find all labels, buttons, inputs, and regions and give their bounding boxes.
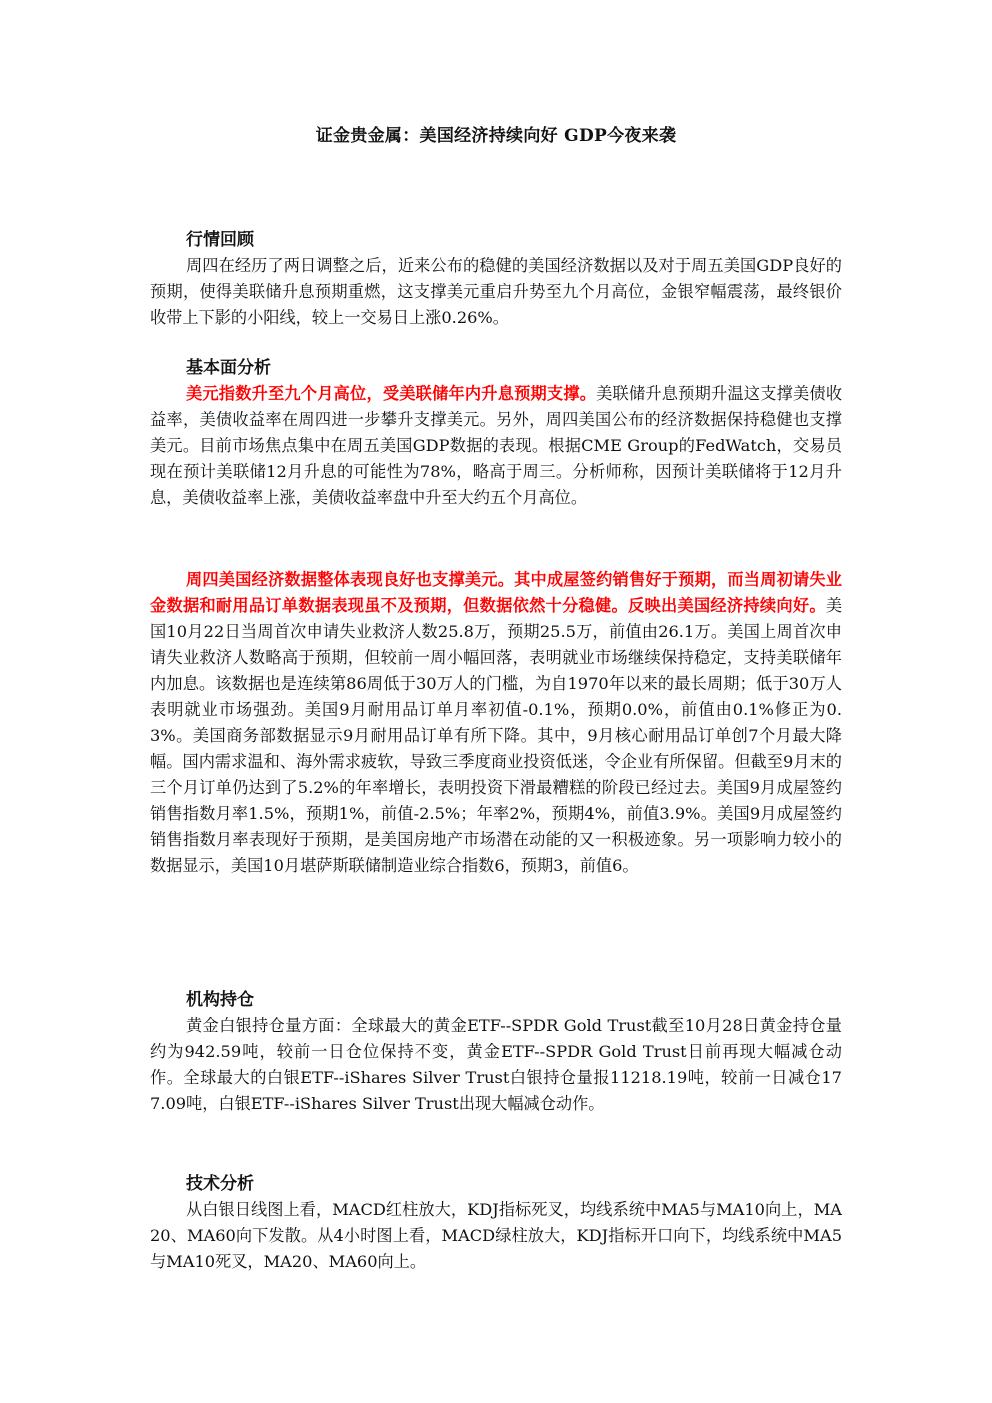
section-technical-analysis <box>150 1171 842 1275</box>
highlight-economic-data: 周四美国经济数据整体表现良好也支撑美元。其中成屋签约销售好于预期，而当周初请失业金数据和耐用品订单数据表现虽不及预期，但数据依然十分稳健。反映出美国经济持续向好。 <box>150 570 842 615</box>
section-heading-technical-analysis: 技术分析 <box>186 1174 254 1194</box>
highlight-dollar-index: 美元指数升至九个月高位，受美联储年内升息预期支撑。 <box>186 384 597 403</box>
paragraph-fundamental-analysis <box>150 381 842 511</box>
section-heading-fundamental-analysis: 基本面分析 <box>186 358 271 378</box>
section-heading-institutional-holdings: 机构持仓 <box>186 990 254 1010</box>
section-heading-market-review: 行情回顾 <box>186 230 254 250</box>
paragraph-economic-body: 美国10月22日当周首次申请失业救济人数25.8万，预期25.5万，前值由26.1万。美国上周首次申请失业救济人数略高于预期，但较前一周小幅回落，表明就业市场继续保持稳定，支持美联储年内加息。该数据也是连续第86周低于30万人的门槛，为自1970年以来的最长周期；低于30万人表明就业市场强劲。美国9月耐用品订单月率初值-0.1%，预期0.0%，前值由0.1%修正为0.3%。美国商务部数据显示9月耐用品订单有所下降。其中，9月核心耐用品订单创7个月最大降幅。国内需求温和、海外需求疲软，导致三季度商业投资低迷，令企业有所保留。但截至9月末的三个月订单仍达到了5.2%的年率增长，表明投资下滑最糟糕的阶段已经过去。美国9月成屋签约销售指数月率1.5%，预期1%，前值-2.5%；年率2%，预期4%，前值3.9%。美国9月成屋签约销售指数月率表现好于预期，是美国房地产市场潜在动能的又一积极迹象。另一项影响力较小的数据显示，美国10月堪萨斯联储制造业综合指数6，预期3，前值6。 <box>150 596 842 875</box>
section-institutional-holdings <box>150 987 842 1117</box>
paragraph-economic-data <box>150 567 842 879</box>
paragraph-technical-analysis: 从白银日线图上看，MACD红柱放大，KDJ指标死叉，均线系统中MA5与MA10向上，MA20、MA60向下发散。从4小时图上看，MACD绿柱放大，KDJ指标开口向下，均线系统中MA5与MA10死叉，MA20、MA60向上。 <box>150 1200 842 1271</box>
document-title: 证金贵金属：美国经济持续向好 GDP今夜来袭 <box>315 126 677 146</box>
section-market-review <box>150 227 842 331</box>
paragraph-market-review: 周四在经历了两日调整之后，近来公布的稳健的美国经济数据以及对于周五美国GDP良好的预期，使得美联储升息预期重燃，这支撑美元重启升势至九个月高位，金银窄幅震荡，最终银价收带上下影的小阳线，较上一交易日上涨0.26%。 <box>150 256 842 327</box>
section-fundamental-analysis <box>150 355 842 511</box>
paragraph-fundamental-body: 美联储升息预期升温这支撑美债收益率，美债收益率在周四进一步攀升支撑美元。另外，周四美国公布的经济数据保持稳健也支撑美元。目前市场焦点集中在周五美国GDP数据的表现。根据CME Group的FedWatch，交易员现在预计美联储12月升息的可能性为78%，略高于周三。分析师称，因预计美联储将于12月升息，美债收益率上涨，美债收益率盘中升至大约五个月高位。 <box>150 384 843 507</box>
section-economic-data <box>150 567 842 879</box>
paragraph-institutional-holdings: 黄金白银持仓量方面：全球最大的黄金ETF--SPDR Gold Trust截至10月28日黄金持仓量约为942.59吨，较前一日仓位保持不变，黄金ETF--SPDR Gold Trust日前再现大幅减仓动作。全球最大的白银ETF--iShares Silver Trust白银持仓量报11218.19吨，较前一日减仓177.09吨，白银ETF--iShares Silver Trust出现大幅减仓动作。 <box>150 1016 842 1113</box>
